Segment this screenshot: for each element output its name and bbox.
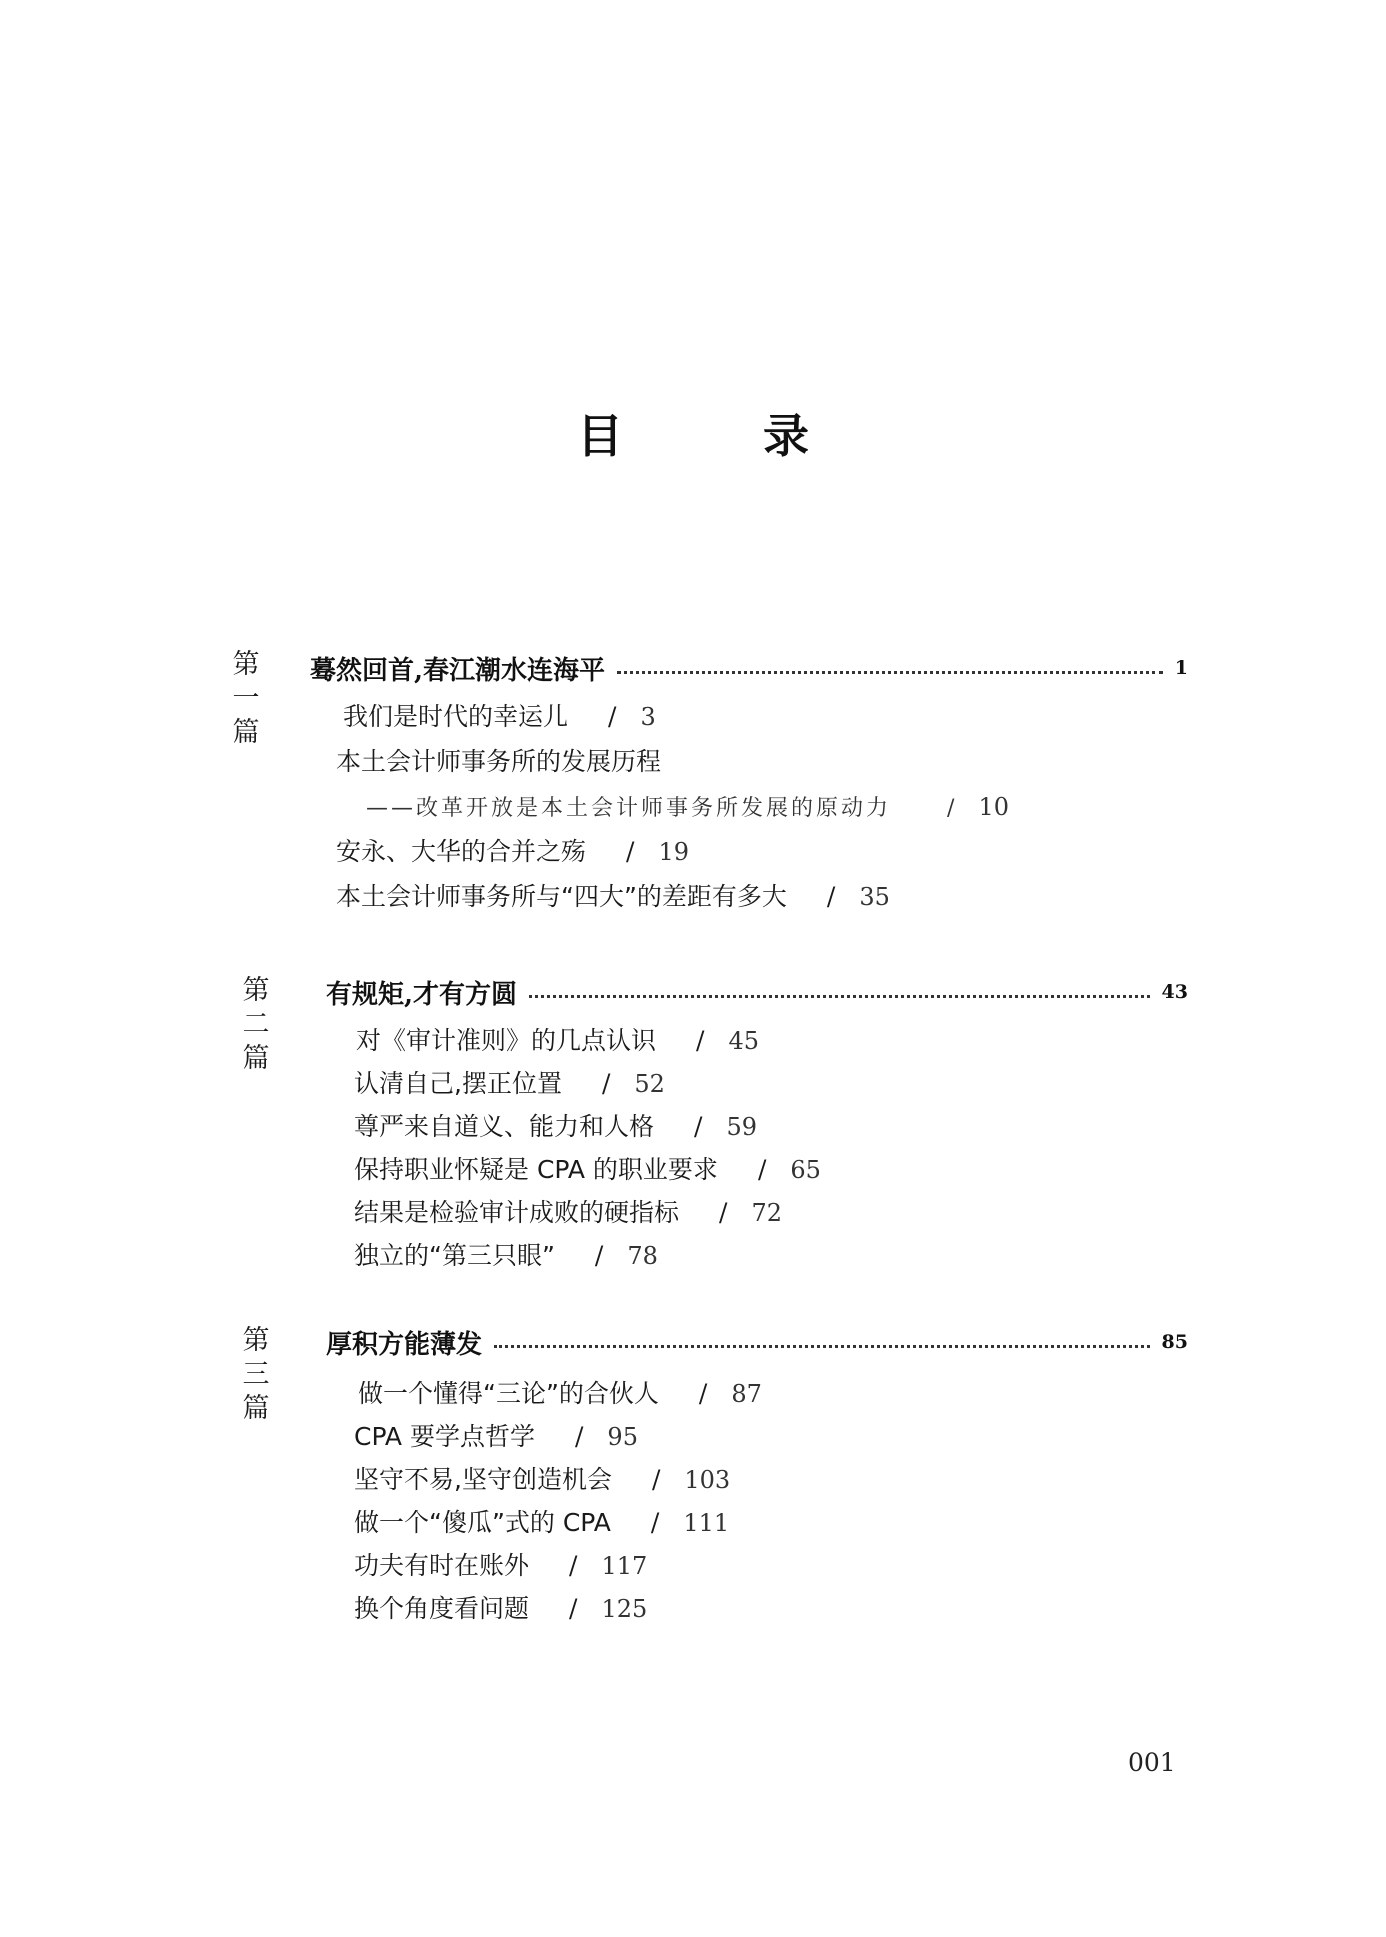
entry-title: 结果是检验审计成败的硬指标 — [354, 1198, 680, 1227]
entry-separator: / — [757, 1155, 767, 1184]
part-label-char: 二 — [242, 1009, 270, 1040]
entry-page: 19 — [658, 838, 689, 866]
entry-page: 35 — [859, 883, 890, 911]
entry-title: ——改革开放是本土会计师事务所发展的原动力 — [366, 796, 892, 821]
part-label-char: 第 — [242, 975, 270, 1006]
toc-entry[interactable] — [356, 1020, 759, 1062]
entry-separator: / — [569, 1551, 578, 1580]
entry-separator: / — [947, 796, 955, 821]
entry-title: 本土会计师事务所的发展历程 — [336, 747, 662, 776]
part-heading-page: 1 — [1174, 657, 1188, 679]
part-heading-title: 有规矩,才有方圆 — [326, 979, 518, 1010]
entry-title: 功夫有时在账外 — [354, 1551, 530, 1580]
toc-entry[interactable] — [354, 1192, 782, 1234]
part-heading[interactable] — [326, 1322, 1188, 1362]
part-heading-page: 85 — [1161, 1331, 1188, 1353]
entry-separator: / — [696, 1026, 705, 1055]
entry-page: 78 — [627, 1242, 658, 1270]
entry-page: 95 — [607, 1423, 638, 1451]
entry-separator: / — [626, 837, 635, 866]
toc-entry[interactable] — [354, 1149, 821, 1191]
page-title: 目 录 — [576, 409, 871, 463]
entry-title: 尊严来自道义、能力和人格 — [354, 1112, 655, 1141]
entry-title: 本土会计师事务所与“四大”的差距有多大 — [336, 882, 787, 911]
part-heading-title: 蓦然回首,春江潮水连海平 — [310, 655, 606, 686]
part-heading[interactable] — [310, 648, 1188, 688]
part-heading-page: 43 — [1161, 981, 1188, 1003]
entry-title: 独立的“第三只眼” — [354, 1241, 555, 1270]
entry-separator: / — [719, 1198, 728, 1227]
entry-page: 52 — [634, 1070, 665, 1098]
entry-separator: / — [569, 1594, 578, 1623]
entry-page: 10 — [978, 793, 1009, 821]
entry-separator: / — [694, 1112, 703, 1141]
toc-entry[interactable] — [343, 696, 656, 738]
part-label-char: 三 — [242, 1359, 270, 1390]
entry-separator: / — [650, 1508, 660, 1537]
dot-leader — [494, 1345, 1150, 1348]
toc-entry[interactable] — [336, 876, 890, 918]
part-label — [236, 1324, 276, 1426]
part-label-char: 篇 — [242, 1043, 270, 1074]
entry-page: 59 — [726, 1113, 757, 1141]
entry-separator: / — [826, 882, 836, 911]
entry-page: 111 — [683, 1509, 730, 1537]
entry-page: 103 — [684, 1466, 731, 1494]
entry-title: CPA 要学点哲学 — [354, 1422, 535, 1451]
entry-page: 72 — [751, 1199, 782, 1227]
toc-entry[interactable] — [336, 741, 661, 783]
toc-entry[interactable] — [354, 1416, 638, 1458]
dot-leader — [529, 995, 1149, 998]
entry-page: 65 — [790, 1156, 821, 1184]
part-label-char: 篇 — [232, 717, 260, 748]
entry-page: 3 — [640, 703, 656, 731]
entry-title: 安永、大华的合并之殇 — [336, 837, 587, 866]
toc-entry[interactable] — [358, 1373, 762, 1415]
entry-separator: / — [698, 1379, 708, 1408]
toc-entry[interactable] — [354, 1502, 729, 1544]
toc-entry[interactable] — [354, 1106, 757, 1148]
entry-page: 117 — [601, 1552, 648, 1580]
part-heading-title: 厚积方能薄发 — [326, 1329, 483, 1360]
entry-title: 认清自己,摆正位置 — [354, 1069, 562, 1098]
entry-separator: / — [601, 1069, 611, 1098]
part-label-char: 第 — [242, 1325, 270, 1356]
page-number: 001 — [1128, 1748, 1176, 1777]
part-label-char: 第 — [232, 649, 260, 680]
entry-title: 做一个懂得“三论”的合伙人 — [358, 1379, 659, 1408]
entry-separator: / — [651, 1465, 661, 1494]
part-label-char: 一 — [232, 683, 260, 714]
entry-page: 125 — [601, 1595, 648, 1623]
entry-separator: / — [608, 702, 617, 731]
dot-leader — [617, 671, 1163, 674]
entry-separator: / — [594, 1241, 604, 1270]
toc-entry-subtitle[interactable] — [366, 786, 1009, 828]
entry-title: 坚守不易,坚守创造机会 — [354, 1465, 612, 1494]
toc-entry[interactable] — [354, 1235, 658, 1277]
entry-title: 做一个“傻瓜”式的 CPA — [354, 1508, 611, 1537]
toc-entry[interactable] — [354, 1063, 665, 1105]
entry-title: 我们是时代的幸运儿 — [343, 702, 569, 731]
toc-entry[interactable] — [354, 1459, 730, 1501]
part-heading[interactable] — [326, 972, 1188, 1012]
entry-title: 保持职业怀疑是 CPA 的职业要求 — [354, 1155, 718, 1184]
toc-entry[interactable] — [354, 1545, 647, 1587]
toc-entry[interactable] — [354, 1588, 647, 1630]
part-label — [236, 974, 276, 1076]
toc-entry[interactable] — [336, 831, 689, 873]
entry-page: 87 — [731, 1380, 762, 1408]
entry-page: 45 — [728, 1027, 759, 1055]
entry-title: 对《审计准则》的几点认识 — [356, 1026, 657, 1055]
part-label-char: 篇 — [242, 1393, 270, 1424]
entry-title: 换个角度看问题 — [354, 1594, 530, 1623]
entry-separator: / — [574, 1422, 584, 1451]
part-label — [226, 648, 266, 750]
